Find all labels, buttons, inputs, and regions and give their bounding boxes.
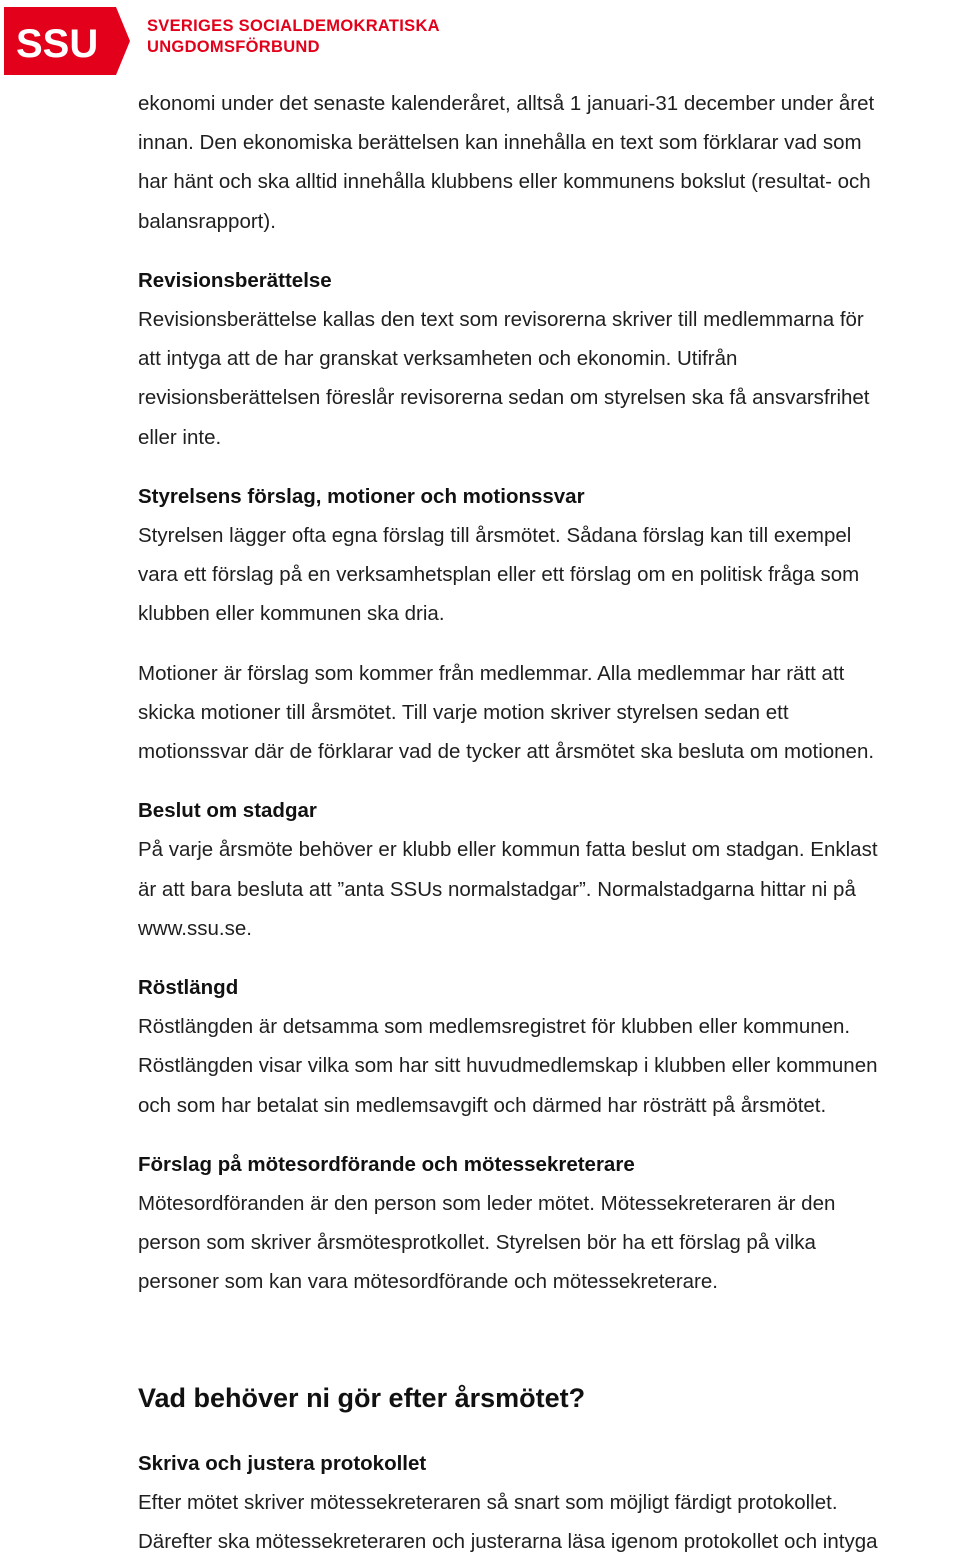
text-line: Motioner är förslag som kommer från medlemmar. Alla medlemmar har rätt att xyxy=(138,661,845,685)
text-line: Därefter ska mötessekreteraren och justerarna läsa igenom protokollet och intyga xyxy=(138,1530,878,1554)
section-paragraph xyxy=(138,654,960,772)
text-line: På varje årsmöte behöver er klubb eller kommun fatta beslut om stadgan. Enklast xyxy=(138,838,878,862)
section-paragraph xyxy=(138,516,960,634)
text-line: eller inte. xyxy=(138,425,222,449)
section-heading-beslut-om-stadgar: Beslut om stadgar xyxy=(138,799,317,823)
section-heading-revisionsberattelse: Revisionsberättelse xyxy=(138,268,332,292)
section-paragraph xyxy=(138,830,960,948)
text-line: har hänt och ska alltid innehålla klubbens eller kommunens bokslut (resultat- och xyxy=(138,170,871,194)
text-line: www.ssu.se. xyxy=(138,916,252,940)
text-line: Röstlängden visar vilka som har sitt huvudmedlemskap i klubben eller kommunen xyxy=(138,1054,878,1078)
org-name xyxy=(147,16,440,58)
page-header xyxy=(0,0,960,80)
text-line: ekonomi under det senaste kalenderåret, alltså 1 januari-31 december under året xyxy=(138,92,875,115)
text-line: är att bara besluta att ”anta SSUs normalstadgar”. Normalstadgarna hittar ni på xyxy=(138,877,856,901)
text-line: Revisionsberättelse kallas den text som revisorerna skriver till medlemmarna för xyxy=(138,308,864,332)
section-paragraph xyxy=(138,1007,960,1125)
ssu-logo-icon xyxy=(4,7,130,75)
text-line: revisionsberättelsen föreslår revisorerna sedan om styrelsen ska få ansvarsfrihet xyxy=(138,386,870,410)
after-meeting-title: Vad behöver ni gör efter årsmötet? xyxy=(138,1382,586,1413)
section-heading-rostlangd: Röstlängd xyxy=(138,976,239,1000)
section-paragraph xyxy=(138,1184,960,1302)
section-paragraph xyxy=(138,1483,960,1561)
section-paragraph xyxy=(138,300,960,457)
text-line: och som har betalat sin medlemsavgift och därmed har rösträtt på årsmötet. xyxy=(138,1093,827,1117)
section-heading-motesordforande: Förslag på mötesordförande och mötessekreterare xyxy=(138,1152,635,1176)
text-line: att intyga att de har granskat verksamheten och ekonomin. Utifrån xyxy=(138,347,738,371)
document-body xyxy=(138,84,960,1561)
text-line: vara ett förslag på en verksamhetsplan eller ett förslag om en politisk fråga som xyxy=(138,563,860,587)
text-line: person som skriver årsmötesprotkollet. Styrelsen bör ha ett förslag på vilka xyxy=(138,1231,816,1255)
text-line: klubben eller kommunen ska dria. xyxy=(138,602,445,626)
org-name-line-1: SVERIGES SOCIALDEMOKRATISKA xyxy=(147,17,440,35)
text-line: balansrapport). xyxy=(138,209,276,233)
section-heading-styrelsens-forslag: Styrelsens förslag, motioner och motionssvar xyxy=(138,484,585,508)
text-line: motionssvar där de förklarar vad de tycker att årsmötet ska besluta om motionen. xyxy=(138,740,875,764)
text-line: Röstlängden är detsamma som medlemsregistret för klubben eller kommunen. xyxy=(138,1015,851,1039)
text-line: innan. Den ekonomiska berättelsen kan innehålla en text som förklarar vad som xyxy=(138,131,862,155)
text-line: Efter mötet skriver mötessekreteraren så snart som möjligt färdigt protokollet. xyxy=(138,1490,838,1514)
logo-letters: SSU xyxy=(16,22,99,66)
text-line: personer som kan vara mötesordförande och mötessekreterare. xyxy=(138,1270,718,1294)
text-line: skicka motioner till årsmötet. Till varje motion skriver styrelsen sedan ett xyxy=(138,700,789,724)
text-line: Styrelsen lägger ofta egna förslag till årsmötet. Sådana förslag kan till exempel xyxy=(138,524,852,548)
section-heading-skriva-protokoll: Skriva och justera protokollet xyxy=(138,1451,427,1475)
org-name-line-2: UNGDOMSFÖRBUND xyxy=(147,38,320,56)
intro-paragraph xyxy=(138,84,960,241)
text-line: Mötesordföranden är den person som leder mötet. Mötessekreteraren är den xyxy=(138,1192,836,1216)
